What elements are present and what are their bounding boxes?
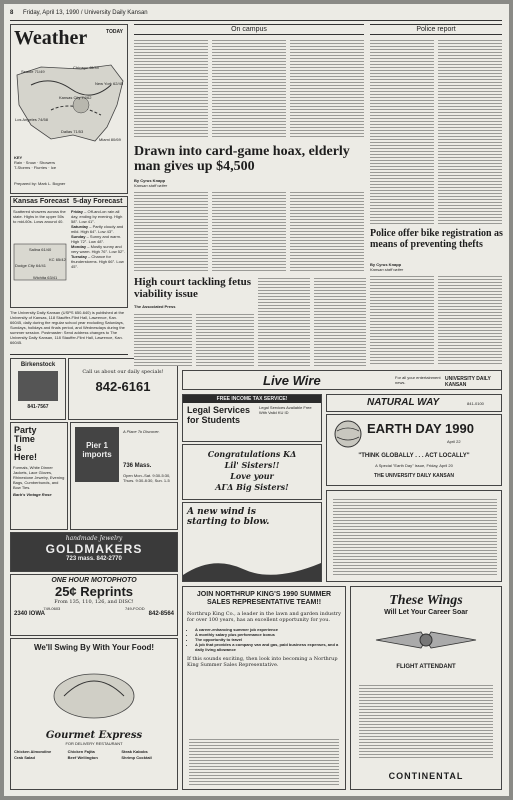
kansas-forecast-box <box>10 196 128 308</box>
daily-specials-ad <box>68 358 178 420</box>
menu-item: Crab Salad <box>14 755 35 760</box>
gourmet-top: We'll Swing By With Your Food! <box>33 643 155 652</box>
natural-way-name: NATURAL WAY <box>367 397 440 408</box>
on-campus-col2 <box>212 38 286 138</box>
party-time-shop: Barb's Vintage Rose <box>13 492 52 497</box>
gourmet-menu <box>11 746 177 763</box>
story1-col1 <box>134 190 208 272</box>
bullet-item: • A job that provides a company van and gas, paid business expenses, and a daily living allowance <box>195 642 345 652</box>
story3-col1 <box>370 274 434 366</box>
weather-today-label: TODAY <box>106 29 123 35</box>
motophoto-name: ONE HOUR MOTOPHOTO <box>51 577 137 584</box>
party-time-ad <box>10 422 68 530</box>
pier1-tag: A Place To Discover. <box>123 429 160 434</box>
livewire-paper: UNIVERSITY DAILY KANSAN <box>445 376 491 388</box>
story1-col2 <box>212 190 286 272</box>
weather-box <box>10 24 128 194</box>
motophoto-offer: 25¢ Reprints <box>54 584 134 599</box>
udk-ad-body <box>333 497 497 577</box>
congrats-ad <box>182 444 322 500</box>
legal-services-ad <box>182 394 322 442</box>
party-time-heading: Party Time Is Here! <box>14 425 38 462</box>
kansas-forecast-title: Kansas Forecast <box>11 197 127 207</box>
day-item: Monday – Mostly sunny and very warm. High 76°. Low 52°. <box>71 244 125 254</box>
northrup-king-ad <box>182 586 346 790</box>
story1-cont-col1 <box>258 276 310 366</box>
gourmet-name: Gourmet Express <box>45 730 143 741</box>
northrup-headline: JOIN NORTHRUP KING'S 1990 SUMMER SALES REPRESENTATIVE TEAM!! <box>196 591 332 606</box>
story1-byline: By Cyrus Knapp <box>134 178 166 183</box>
weather-title: Weather <box>14 27 88 49</box>
northrup-bullets <box>183 627 345 652</box>
day-item: Saturday – Partly cloudy and mild. High 64°. Low 43°. <box>71 224 124 234</box>
menu-item: Steak Kabobs <box>121 749 148 754</box>
legal-banner: FREE INCOME TAX SERVICE! <box>183 395 321 403</box>
wings-title: These Wings <box>389 593 463 608</box>
earth-day-title: EARTH DAY 1990 <box>367 421 474 436</box>
earth-day-sub: A Special "Earth Day" Issue, Friday, April 20 <box>375 463 453 468</box>
wings-sub: Will Let Your Career Soar <box>384 609 468 616</box>
natural-way-phone: 841-0100 <box>467 401 484 406</box>
page-number: 8 <box>10 10 14 16</box>
motophoto-footer: 2340 IOWA 842-8564 <box>14 611 174 617</box>
livewire-name: Live Wire <box>263 373 321 388</box>
northrup-intro: Northrup King Co., a leader in the lawn and garden industry for over 100 years, has an excellent opportunity for you. <box>187 611 341 623</box>
udk-ad <box>326 490 502 582</box>
weather-key: KEY Rain · Snow · Showers T-Storms · Flurries · Ice <box>14 155 57 170</box>
congrats-text: Congratulations KΔ Lil' Sisters!! Love your AΓΔ Big Sisters! <box>207 449 297 492</box>
menu-item: Chicken Almondine <box>14 749 52 754</box>
birkenstock-ad <box>10 358 66 420</box>
on-campus-label: On campus <box>134 24 364 35</box>
legal-note: Legal Services Available Free With Valid KU ID <box>259 405 312 415</box>
page-header <box>10 10 502 21</box>
date-line: Friday, April 13, 1990 / University Daily Kansan <box>23 10 148 16</box>
pier1-ad <box>70 422 178 530</box>
pier1-logo: Pier 1 imports <box>75 427 119 482</box>
party-time-desc: Formals, White Dinner Jackets, Lace Gloves, Rhinestone Jewelry, Evening Bags, Cumberbunds, and Bow Ties. <box>13 465 65 490</box>
earth-day-slogan: "THINK GLOBALLY . . . ACT LOCALLY" <box>358 453 470 459</box>
story2-col2 <box>196 312 254 366</box>
motophoto-sizes: From 135, 110, 126, and DISC! <box>54 599 134 605</box>
city-new-york: New York 62/45 <box>95 81 124 86</box>
story2-headline: High court tackling fetus viability issue <box>134 276 252 300</box>
day-item: Friday – Off-and-on rain all day, ending by evening. High 58°. Low 41°. <box>71 209 123 224</box>
birkenstock-name: Birkenstock <box>20 362 56 368</box>
day-item: Sunday – Sunny and warm. High 72°. Low 48°. <box>71 234 122 244</box>
pier1-hours: Open Mon.-Sat. 9:30-5:30, Thurs. 9:30-8:30, Sun. 1-5 <box>123 473 171 483</box>
story2-byline: The Associated Press <box>134 304 176 309</box>
wings-attendant: FLIGHT ATTENDANT <box>396 664 456 670</box>
five-day-title: 5-day Forecast <box>73 198 123 205</box>
specials-phone: 842-6161 <box>95 379 151 394</box>
city-seattle: Seattle 71/49 <box>21 69 45 74</box>
new-wind-ad <box>182 502 322 582</box>
story1-headline: Drawn into card-game hoax, elderly man gives up $4,500 <box>134 144 350 174</box>
city-los-angeles: Los Angeles 74/58 <box>15 117 48 122</box>
on-campus-col3 <box>290 38 364 138</box>
pier1-address: 736 Mass. <box>123 463 152 469</box>
story1-col3 <box>290 190 364 272</box>
wings-pin-illustration <box>366 620 486 660</box>
menu-item: Chicken Fajita <box>67 749 95 754</box>
northrup-details <box>189 737 339 785</box>
menu-item: Beef Wellington <box>67 755 98 760</box>
five-day-list <box>71 209 127 269</box>
gourmet-express-ad <box>10 638 178 790</box>
gourmet-sub: FOR DELIVERY RESTAURANT <box>65 741 123 746</box>
northrup-close: If this sounds exciting, then look into becoming a Northrup King Summer Sales Representative. <box>187 656 338 668</box>
story2-col1 <box>134 312 192 366</box>
story1-cont-col2 <box>314 276 366 366</box>
forecast-wichita: Wichita 63/41 <box>33 275 58 280</box>
weather-credit: Prepared by: Mark L. Bogner <box>14 181 66 186</box>
globe-icon <box>333 419 363 449</box>
earth-day-date: April 22 <box>447 439 461 444</box>
city-chicago: Chicago 48/39 <box>73 65 99 70</box>
livewire-tag: For all your entertainment news. <box>395 375 441 385</box>
earth-day-ad <box>326 414 502 486</box>
landscape-illustration <box>183 545 321 581</box>
story3-byline: By Cyrus Knapp <box>370 262 402 267</box>
sandal-image <box>18 371 58 401</box>
story3-role: Kansan staff writer <box>370 267 404 272</box>
delivery-illustration <box>44 656 144 726</box>
story3-col2 <box>438 274 502 366</box>
livewire-ad <box>182 370 502 390</box>
newspaper-page <box>4 4 509 796</box>
continental-logo: CONTINENTAL <box>388 771 464 781</box>
goldmakers-top: handmade Jewelry <box>65 535 123 542</box>
natural-way-ad <box>326 394 502 412</box>
city-miami: Miami 80/69 <box>99 137 121 142</box>
specials-text: Call us about our daily specials! <box>82 369 164 375</box>
kansan-info: The University Daily Kansan (USPS 650-640) is published at the University of Kansas, 118 Stauffer-Flint Hall, Lawrence, Kan. 66045, daily during the regular school year excluding Saturdays, Sundays, holidays and finals period, and Wednesdays during the summer session. Postmaster: Send address changes to The University Daily Kansan, 118 Stauffer-Flint Hall, Lawrence, Kan. 66045. <box>10 310 128 355</box>
earth-day-udk: THE UNIVERSITY DAILY KANSAN <box>374 473 454 479</box>
forecast-summary: Scattered showers across the state. Highs in the upper 50s to mid-60s. Lows around 40. <box>13 209 66 224</box>
goldmakers-ad <box>10 532 178 572</box>
bullet-item: • The opportunity to travel <box>195 637 345 642</box>
legal-name: Legal Services for Students <box>187 405 251 425</box>
police-col1 <box>370 38 434 224</box>
bullet-item: • A career-enhancing summer job experience <box>195 627 345 632</box>
goldmakers-name: GOLDMAKERS <box>45 542 143 556</box>
police-col2 <box>438 38 502 224</box>
continental-wings-ad <box>350 586 502 790</box>
birkenstock-phone: 841-7567 <box>27 404 49 410</box>
city-dallas: Dallas 71/53 <box>61 129 84 134</box>
city-kansas-city: Kansas City 74/62 <box>59 95 92 100</box>
police-report-label: Police report <box>370 24 502 35</box>
forecast-salina: Salina 61/40 <box>29 247 52 252</box>
on-campus-col1 <box>134 38 208 138</box>
wings-details <box>359 683 493 759</box>
menu-item: Shrimp Cocktail <box>121 755 152 760</box>
motophoto-ad <box>10 574 178 636</box>
forecast-dodge: Dodge City 64/41 <box>15 263 46 268</box>
story3-headline: Police offer bike registration as means of preventing thefts <box>370 228 503 250</box>
bullet-item: • A monthly salary plus performance bonus <box>195 632 345 637</box>
story1-role: Kansan staff writer <box>134 183 168 188</box>
forecast-kc: KC 65/42 <box>49 257 66 262</box>
new-wind-text: A new wind is starting to blow. <box>187 507 270 527</box>
goldmakers-address: 723 mass. 842-2770 <box>66 556 122 562</box>
motophoto-contacts: 749-0603 749-FOOD <box>43 606 145 611</box>
day-item: Tuesday – Chance for thunderstorms. High 66°. Low 45°. <box>71 254 124 269</box>
